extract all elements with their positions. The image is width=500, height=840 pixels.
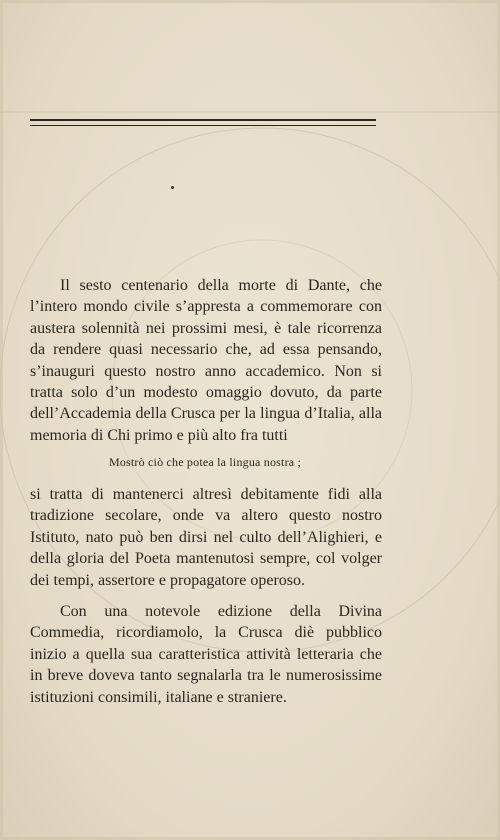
ink-speck [171, 186, 174, 189]
header-rule-thin [30, 125, 376, 126]
paragraph-2 [30, 484, 382, 591]
header-rule-thick [30, 119, 376, 121]
verse-quotation: Mostrò ciò che potea la lingua nostra ; [108, 455, 302, 469]
paragraph-3 [30, 601, 382, 708]
paragraph-1-text: Il sesto centenario della morte di Dante, che l’intero mondo civile s’appresta a commemorare con austera solennità nei prossimi mesi, è tale ricorrenza da rendere quasi necessario che, ad essa pensando, s’inauguri questo nostro anno accademico. Non si tratta solo d’un modesto omaggio dovuto, da parte dell’Accademia della Crusca per la lingua d’Italia, alla memoria di Chi primo e più alto fra tutti [30, 277, 382, 444]
paragraph-2-text: si tratta di mantenerci altresì debitamente fidi alla tradizione secolare, onde va altero questo nostro Istituto, nato può ben dirsi nel culto dell’Alighieri, e della gloria del Poeta mantenutosi sempre, col volger dei tempi, assertore e propagatore operoso. [30, 486, 382, 589]
paragraph-3-text: Con una notevole edizione della Divina Commedia, ricordiamolo, la Crusca diè pubblico inizio a quella sua caratteristica attività letteraria che in breve doveva tanto segnalarla tra le numerosissime istituzioni consimili, italiane e straniere. [30, 603, 382, 706]
paragraph-1 [30, 275, 382, 446]
